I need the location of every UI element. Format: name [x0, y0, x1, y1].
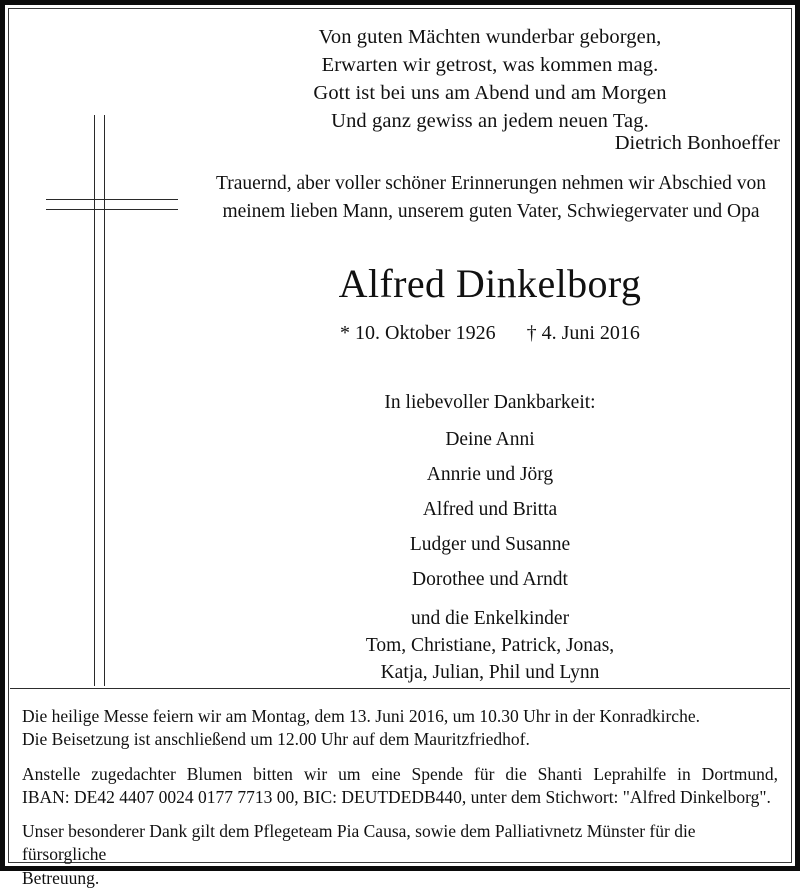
poem-line-1: Von guten Mächten wunderbar geborgen, [318, 26, 662, 48]
birth-date: * 10. Oktober 1926 [340, 322, 496, 344]
donation-line-1: Anstelle zugedachter Blumen bitten wir um eine Spende für die Shanti Leprahilfe in Dortmund, [22, 764, 778, 784]
donation-bank-details: IBAN: DE42 4407 0024 0177 7713 00, BIC: DEUTDEDB440, unter dem Stichwort: "Alfred Dinkelborg". [22, 787, 771, 808]
farewell-intro [196, 170, 786, 227]
grandchildren-line-1: Tom, Christiane, Patrick, Jonas, [365, 634, 615, 656]
cross-horizontal-line-bottom [46, 209, 178, 210]
farewell-intro-line-1: Trauernd, aber voller schöner Erinnerungen nehmen wir Abschied von [216, 173, 766, 194]
service-line-2: Die Beisetzung ist anschließend um 12.00 Uhr auf dem Mauritzfriedhof. [22, 729, 530, 750]
poem-line-2: Erwarten wir getrost, was kommen mag. [321, 53, 659, 76]
mourner-entry: Ludger und Susanne [409, 533, 571, 555]
caregiver-thanks-line-2: Betreuung. [22, 867, 100, 888]
life-dates [200, 321, 780, 345]
poem-line-4: Und ganz gewiss an jedem neuen Tag. [331, 109, 649, 132]
footer-divider [10, 688, 790, 689]
cross-vertical-line-left [94, 115, 95, 686]
gratitude-heading: In liebevoller Dankbarkeit: [384, 392, 596, 413]
mourner-entry: Annrie und Jörg [426, 463, 554, 485]
service-details [22, 705, 778, 752]
caregiver-thanks [22, 820, 778, 890]
farewell-intro-line-2: meinem lieben Mann, unserem guten Vater, Schwiegervater und Opa [222, 201, 760, 223]
donation-details [22, 763, 778, 810]
service-line-1: Die heilige Messe feiern wir am Montag, dem 13. Juni 2016, um 10.30 Uhr in der Konradkirche. [22, 706, 700, 726]
deceased-name: Alfred Dinkelborg [338, 261, 642, 306]
cross-vertical-line-right [104, 115, 105, 686]
poem-attribution: Dietrich Bonhoeffer [614, 132, 780, 154]
grandchildren-block [200, 606, 780, 687]
mourner-entry: Deine Anni [445, 429, 535, 450]
mourners-list [200, 428, 780, 602]
grandchildren-line-2: Katja, Julian, Phil und Lynn [380, 661, 600, 683]
caregiver-thanks-line-1: Unser besonderer Dank gilt dem Pflegeteam Pia Causa, sowie dem Palliativnetz Münster für die fürsorgliche [22, 821, 696, 865]
mourner-entry: Alfred und Britta [422, 498, 558, 520]
memorial-poem [200, 24, 780, 136]
death-date: † 4. Juni 2016 [526, 322, 640, 344]
cross-horizontal-line-top [46, 199, 178, 200]
christian-cross-icon [36, 105, 186, 695]
mourner-entry: Dorothee und Arndt [412, 568, 568, 590]
grandchildren-intro: und die Enkelkinder [410, 608, 570, 629]
notice-sheet [10, 10, 790, 888]
poem-line-3: Gott ist bei uns am Abend und am Morgen [313, 81, 667, 104]
